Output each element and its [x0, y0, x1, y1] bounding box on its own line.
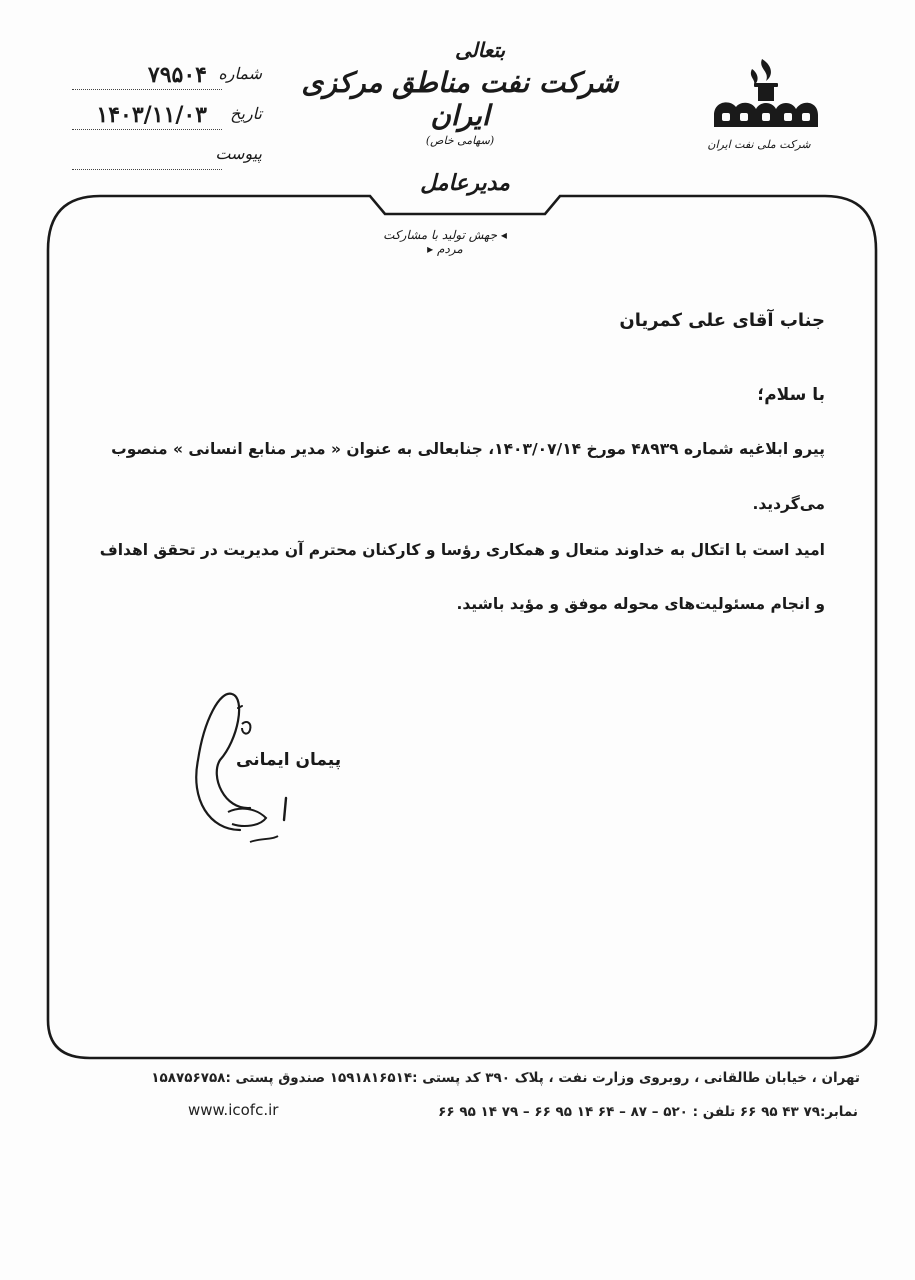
basmala: بتعالی [454, 38, 506, 62]
signer-name: پیمان ایمانی [236, 750, 342, 770]
letter-meta [72, 62, 262, 182]
footer-website: www.icofc.ir [188, 1101, 279, 1119]
paragraph-2-line-2: و انجام مسئولیت‌های محوله موفق و مؤید باشید. [456, 595, 825, 613]
footer-phones: نمابر:۷۹ ۴۳ ۹۵ ۶۶ تلفن : ۵۲۰ – ۸۷ – ۶۴ ۱۴ ۹۵ ۶۶ – ۷۹ ۱۴ ۹۵ ۶۶ [438, 1104, 858, 1120]
motto [370, 228, 520, 256]
motto-arrow-right-icon: ▸ [427, 242, 434, 256]
paragraph-1-line-2: می‌گردید. [752, 495, 825, 513]
logo-caption: شرکت ملی نفت ایران [707, 138, 811, 151]
greeting: با سلام؛ [757, 385, 825, 405]
meta-attachment-row [72, 142, 262, 172]
meta-number-row [72, 62, 262, 92]
paragraph-2-line-1: امید است با اتکال به خداوند متعال و همکاری رؤسا و کارکنان محترم آن مدیریت در تحقق اهداف [99, 541, 825, 559]
office-title: مدیرعامل [420, 170, 510, 196]
recipient: جناب آقای علی کمریان [619, 310, 825, 331]
date-line [72, 129, 222, 130]
company-type: (سهامی خاص) [425, 134, 495, 147]
date-value: ۱۴۰۳/۱۱/۰۳ [96, 102, 207, 128]
attachment-line [72, 169, 222, 170]
paragraph-1-line-1: پیرو ابلاغیه شماره ۴۸۹۳۹ مورخ ۱۴۰۳/۰۷/۱۴، جنابعالی به عنوان « مدیر منابع انسانی » منصوب [111, 440, 825, 458]
letterhead [300, 38, 620, 147]
motto-text: جهش تولید با مشارکت مردم [383, 228, 498, 256]
attachment-label: پیوست [215, 144, 262, 163]
motto-arrow-left-icon: ◂ [500, 228, 507, 242]
number-value: ۷۹۵۰۴ [147, 62, 207, 88]
company-name: شرکت نفت مناطق مرکزی ایران [301, 66, 619, 132]
date-label: تاریخ [230, 104, 262, 123]
meta-date-row [72, 102, 262, 132]
number-line [72, 89, 222, 90]
number-label: شماره [218, 64, 262, 83]
footer-address: تهران ، خیابان طالقانی ، روبروی وزارت نفت ، پلاک ۳۹۰ کد پستی :۱۵۹۱۸۱۶۵۱۴ صندوق پستی :۱۵۸۷۵۶۷۵۸ [151, 1070, 860, 1086]
